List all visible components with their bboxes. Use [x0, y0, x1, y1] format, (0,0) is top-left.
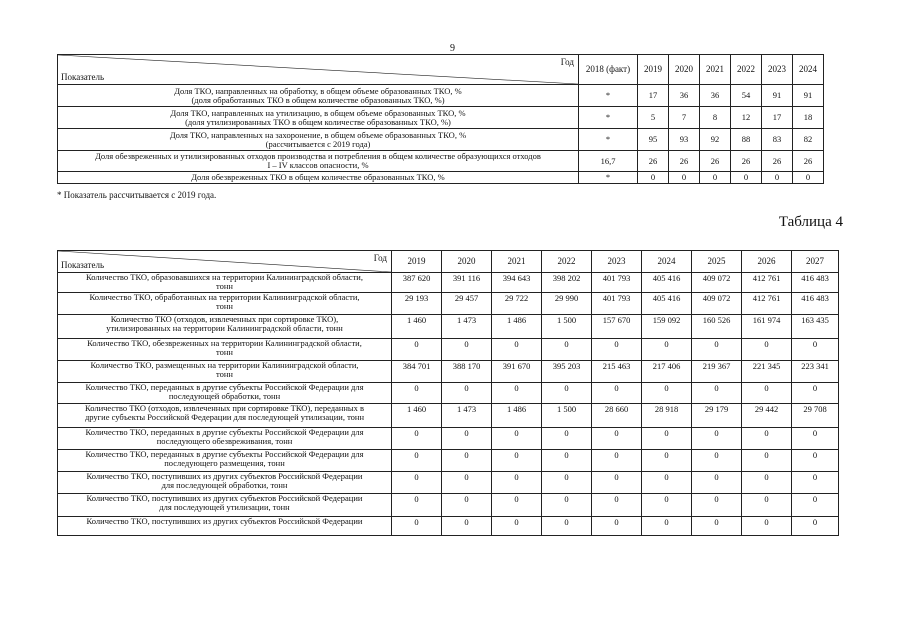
row-label: Количество ТКО, размещенных на территории Калининградской области, тонн: [58, 361, 392, 383]
cell-value: *: [579, 129, 638, 151]
cell-value: 29 193: [392, 293, 442, 315]
cell-value: 0: [542, 472, 592, 494]
cell-value: 0: [492, 383, 542, 404]
cell-value: 412 761: [742, 293, 792, 315]
cell-value: 0: [592, 494, 642, 517]
table-row: [58, 404, 839, 428]
cell-value: 0: [592, 450, 642, 472]
row-label: Доля ТКО, направленных на обработку, в общем объеме образованных ТКО, % (доля обработанных ТКО в общем количестве образованных ТКО, %): [58, 85, 579, 107]
cell-value: 395 203: [542, 361, 592, 383]
cell-value: 0: [442, 517, 492, 536]
diagonal-divider: [58, 55, 578, 84]
table-row: [58, 339, 839, 361]
cell-value: 0: [669, 172, 700, 184]
cell-value: 391 116: [442, 273, 492, 293]
cell-value: 215 463: [592, 361, 642, 383]
cell-value: 0: [793, 172, 824, 184]
year-header: 2027: [792, 251, 839, 273]
cell-value: 0: [442, 383, 492, 404]
cell-value: 88: [731, 129, 762, 151]
cell-value: 1 460: [392, 404, 442, 428]
cell-value: 0: [642, 428, 692, 450]
cell-value: 0: [642, 472, 692, 494]
cell-value: 0: [492, 517, 542, 536]
cell-value: 29 457: [442, 293, 492, 315]
cell-value: *: [579, 107, 638, 129]
cell-value: 0: [592, 339, 642, 361]
cell-value: 0: [542, 428, 592, 450]
cell-value: 0: [762, 172, 793, 184]
year-header: 2023: [762, 55, 793, 85]
cell-value: 0: [492, 339, 542, 361]
row-label: Количество ТКО, поступивших из других субъектов Российской Федерации для последующей утилизации, тонн: [58, 494, 392, 517]
cell-value: 0: [392, 517, 442, 536]
row-label: Количество ТКО, поступивших из других субъектов Российской Федерации: [58, 517, 392, 536]
cell-value: 0: [392, 450, 442, 472]
year-header: 2022: [731, 55, 762, 85]
cell-value: 1 500: [542, 315, 592, 339]
cell-value: 0: [742, 517, 792, 536]
cell-value: 0: [392, 339, 442, 361]
cell-value: 12: [731, 107, 762, 129]
cell-value: 401 793: [592, 293, 642, 315]
cell-value: 29 990: [542, 293, 592, 315]
cell-value: 405 416: [642, 273, 692, 293]
header-year-label: Год: [560, 57, 574, 67]
cell-value: 0: [442, 472, 492, 494]
cell-value: *: [579, 172, 638, 184]
cell-value: 82: [793, 129, 824, 151]
cell-value: 0: [592, 472, 642, 494]
row-label: Доля ТКО, направленных на утилизацию, в общем объеме образованных ТКО, % (доля утилизированных ТКО в общем количестве образованных ТКО, %): [58, 107, 579, 129]
cell-value: *: [579, 85, 638, 107]
year-header: 2018 (факт): [579, 55, 638, 85]
cell-value: 0: [642, 383, 692, 404]
cell-value: 0: [492, 428, 542, 450]
table-row: [58, 273, 839, 293]
cell-value: 1 460: [392, 315, 442, 339]
cell-value: 0: [792, 517, 839, 536]
cell-value: 409 072: [692, 273, 742, 293]
table-row: [58, 450, 839, 472]
row-label: Количество ТКО, обработанных на территории Калининградской области, тонн: [58, 293, 392, 315]
cell-value: 17: [762, 107, 793, 129]
cell-value: 0: [692, 450, 742, 472]
row-label: Количество ТКО (отходов, извлеченных при сортировке ТКО), утилизированных на территории Калининградской области, тонн: [58, 315, 392, 339]
table-row: [58, 107, 824, 129]
cell-value: 405 416: [642, 293, 692, 315]
cell-value: 219 367: [692, 361, 742, 383]
diagonal-divider: [58, 251, 391, 272]
table-row: [58, 383, 839, 404]
cell-value: 0: [731, 172, 762, 184]
cell-value: 0: [692, 339, 742, 361]
table-row: [58, 472, 839, 494]
cell-value: 0: [592, 383, 642, 404]
cell-value: 416 483: [792, 273, 839, 293]
year-header: 2021: [492, 251, 542, 273]
table-title: Таблица 4: [778, 214, 843, 230]
cell-value: 0: [492, 450, 542, 472]
cell-value: 1 486: [492, 404, 542, 428]
table-row: [58, 428, 839, 450]
year-header: 2024: [642, 251, 692, 273]
cell-value: 0: [542, 383, 592, 404]
cell-value: 28 660: [592, 404, 642, 428]
cell-value: 0: [792, 472, 839, 494]
cell-value: 36: [700, 85, 731, 107]
year-header: 2020: [669, 55, 700, 85]
cell-value: 0: [392, 383, 442, 404]
cell-value: 29 722: [492, 293, 542, 315]
cell-value: 91: [793, 85, 824, 107]
cell-value: 26: [638, 151, 669, 172]
cell-value: 394 643: [492, 273, 542, 293]
cell-value: 0: [692, 428, 742, 450]
cell-value: 409 072: [692, 293, 742, 315]
row-label: Количество ТКО, обезвреженных на территории Калининградской области, тонн: [58, 339, 392, 361]
cell-value: 0: [742, 383, 792, 404]
footnote: * Показатель рассчитывается с 2019 года.: [57, 190, 217, 200]
cell-value: 0: [742, 339, 792, 361]
cell-value: 0: [792, 339, 839, 361]
cell-value: 0: [492, 472, 542, 494]
table-row: [58, 293, 839, 315]
cell-value: 416 483: [792, 293, 839, 315]
table-row: [58, 172, 824, 184]
year-header: 2025: [692, 251, 742, 273]
cell-value: 1 486: [492, 315, 542, 339]
table-header-corner: [58, 251, 392, 273]
cell-value: 0: [642, 450, 692, 472]
cell-value: 26: [700, 151, 731, 172]
cell-value: 0: [742, 494, 792, 517]
cell-value: 0: [542, 517, 592, 536]
cell-value: 83: [762, 129, 793, 151]
header-indicator-label: Показатель: [61, 259, 105, 270]
cell-value: 391 670: [492, 361, 542, 383]
cell-value: 0: [492, 494, 542, 517]
cell-value: 223 341: [792, 361, 839, 383]
cell-value: 0: [442, 339, 492, 361]
cell-value: 28 918: [642, 404, 692, 428]
cell-value: 0: [692, 517, 742, 536]
row-label: Количество ТКО, переданных в другие субъекты Российской Федерации для последующего размещения, тонн: [58, 450, 392, 472]
year-header: 2024: [793, 55, 824, 85]
year-header: 2019: [638, 55, 669, 85]
indicators-table: [57, 54, 824, 184]
header-indicator-label: Показатель: [61, 71, 105, 82]
cell-value: 0: [638, 172, 669, 184]
cell-value: 160 526: [692, 315, 742, 339]
cell-value: 29 179: [692, 404, 742, 428]
cell-value: 398 202: [542, 273, 592, 293]
cell-value: 36: [669, 85, 700, 107]
row-label: Количество ТКО, переданных в другие субъекты Российской Федерации для последующего обезвреживания, тонн: [58, 428, 392, 450]
cell-value: 0: [642, 339, 692, 361]
cell-value: 0: [442, 450, 492, 472]
table-row: [58, 151, 824, 172]
cell-value: 18: [793, 107, 824, 129]
cell-value: 26: [793, 151, 824, 172]
cell-value: 0: [392, 428, 442, 450]
cell-value: 29 708: [792, 404, 839, 428]
cell-value: 7: [669, 107, 700, 129]
cell-value: 8: [700, 107, 731, 129]
cell-value: 217 406: [642, 361, 692, 383]
cell-value: 0: [442, 428, 492, 450]
cell-value: 0: [542, 494, 592, 517]
row-label: Доля обезвреженных и утилизированных отходов производства и потребления в общем количестве образующихся отходов I – IV классов опасности, %: [58, 151, 579, 172]
cell-value: 0: [642, 494, 692, 517]
cell-value: 161 974: [742, 315, 792, 339]
cell-value: 0: [792, 450, 839, 472]
cell-value: 0: [592, 517, 642, 536]
cell-value: 0: [642, 517, 692, 536]
row-label: Количество ТКО, поступивших из других субъектов Российской Федерации для последующей обработки, тонн: [58, 472, 392, 494]
cell-value: 0: [692, 494, 742, 517]
cell-value: 5: [638, 107, 669, 129]
cell-value: 1 473: [442, 404, 492, 428]
cell-value: 91: [762, 85, 793, 107]
cell-value: 93: [669, 129, 700, 151]
cell-value: 388 170: [442, 361, 492, 383]
row-label: Количество ТКО, переданных в другие субъекты Российской Федерации для последующей обработки, тонн: [58, 383, 392, 404]
cell-value: 0: [692, 472, 742, 494]
table-row: [58, 315, 839, 339]
cell-value: 1 473: [442, 315, 492, 339]
cell-value: 221 345: [742, 361, 792, 383]
cell-value: 26: [669, 151, 700, 172]
table-row: [58, 361, 839, 383]
cell-value: 26: [731, 151, 762, 172]
cell-value: 26: [762, 151, 793, 172]
cell-value: 0: [592, 428, 642, 450]
table-row: [58, 494, 839, 517]
cell-value: 0: [392, 472, 442, 494]
cell-value: 0: [442, 494, 492, 517]
year-header: 2020: [442, 251, 492, 273]
cell-value: 0: [792, 383, 839, 404]
header-year-label: Год: [373, 253, 387, 263]
table-row: [58, 517, 839, 536]
cell-value: 29 442: [742, 404, 792, 428]
cell-value: 54: [731, 85, 762, 107]
cell-value: 0: [542, 339, 592, 361]
cell-value: 0: [392, 494, 442, 517]
waste-volume-table: [57, 250, 839, 536]
cell-value: 387 620: [392, 273, 442, 293]
year-header: 2023: [592, 251, 642, 273]
cell-value: 1 500: [542, 404, 592, 428]
row-label: Доля обезвреженных ТКО в общем количестве образованных ТКО, %: [58, 172, 579, 184]
cell-value: 16,7: [579, 151, 638, 172]
table-header-corner: [58, 55, 579, 85]
cell-value: 92: [700, 129, 731, 151]
cell-value: 384 701: [392, 361, 442, 383]
row-label: Доля ТКО, направленных на захоронение, в общем объеме образованных ТКО, % (рассчитывается с 2019 года): [58, 129, 579, 151]
cell-value: 0: [692, 383, 742, 404]
row-label: Количество ТКО, образовавшихся на территории Калининградской области, тонн: [58, 273, 392, 293]
page-number: 9: [450, 43, 455, 54]
cell-value: 157 670: [592, 315, 642, 339]
cell-value: 95: [638, 129, 669, 151]
table-row: [58, 85, 824, 107]
cell-value: 0: [700, 172, 731, 184]
cell-value: 0: [742, 472, 792, 494]
cell-value: 0: [792, 494, 839, 517]
cell-value: 17: [638, 85, 669, 107]
cell-value: 0: [792, 428, 839, 450]
year-header: 2019: [392, 251, 442, 273]
table-row: [58, 129, 824, 151]
year-header: 2022: [542, 251, 592, 273]
cell-value: 401 793: [592, 273, 642, 293]
cell-value: 159 092: [642, 315, 692, 339]
row-label: Количество ТКО (отходов, извлеченных при сортировке ТКО), переданных в другие субъекты Российской Федерации для последующей утилизации, тонн: [58, 404, 392, 428]
cell-value: 0: [742, 450, 792, 472]
cell-value: 0: [742, 428, 792, 450]
cell-value: 412 761: [742, 273, 792, 293]
cell-value: 163 435: [792, 315, 839, 339]
year-header: 2026: [742, 251, 792, 273]
year-header: 2021: [700, 55, 731, 85]
cell-value: 0: [542, 450, 592, 472]
